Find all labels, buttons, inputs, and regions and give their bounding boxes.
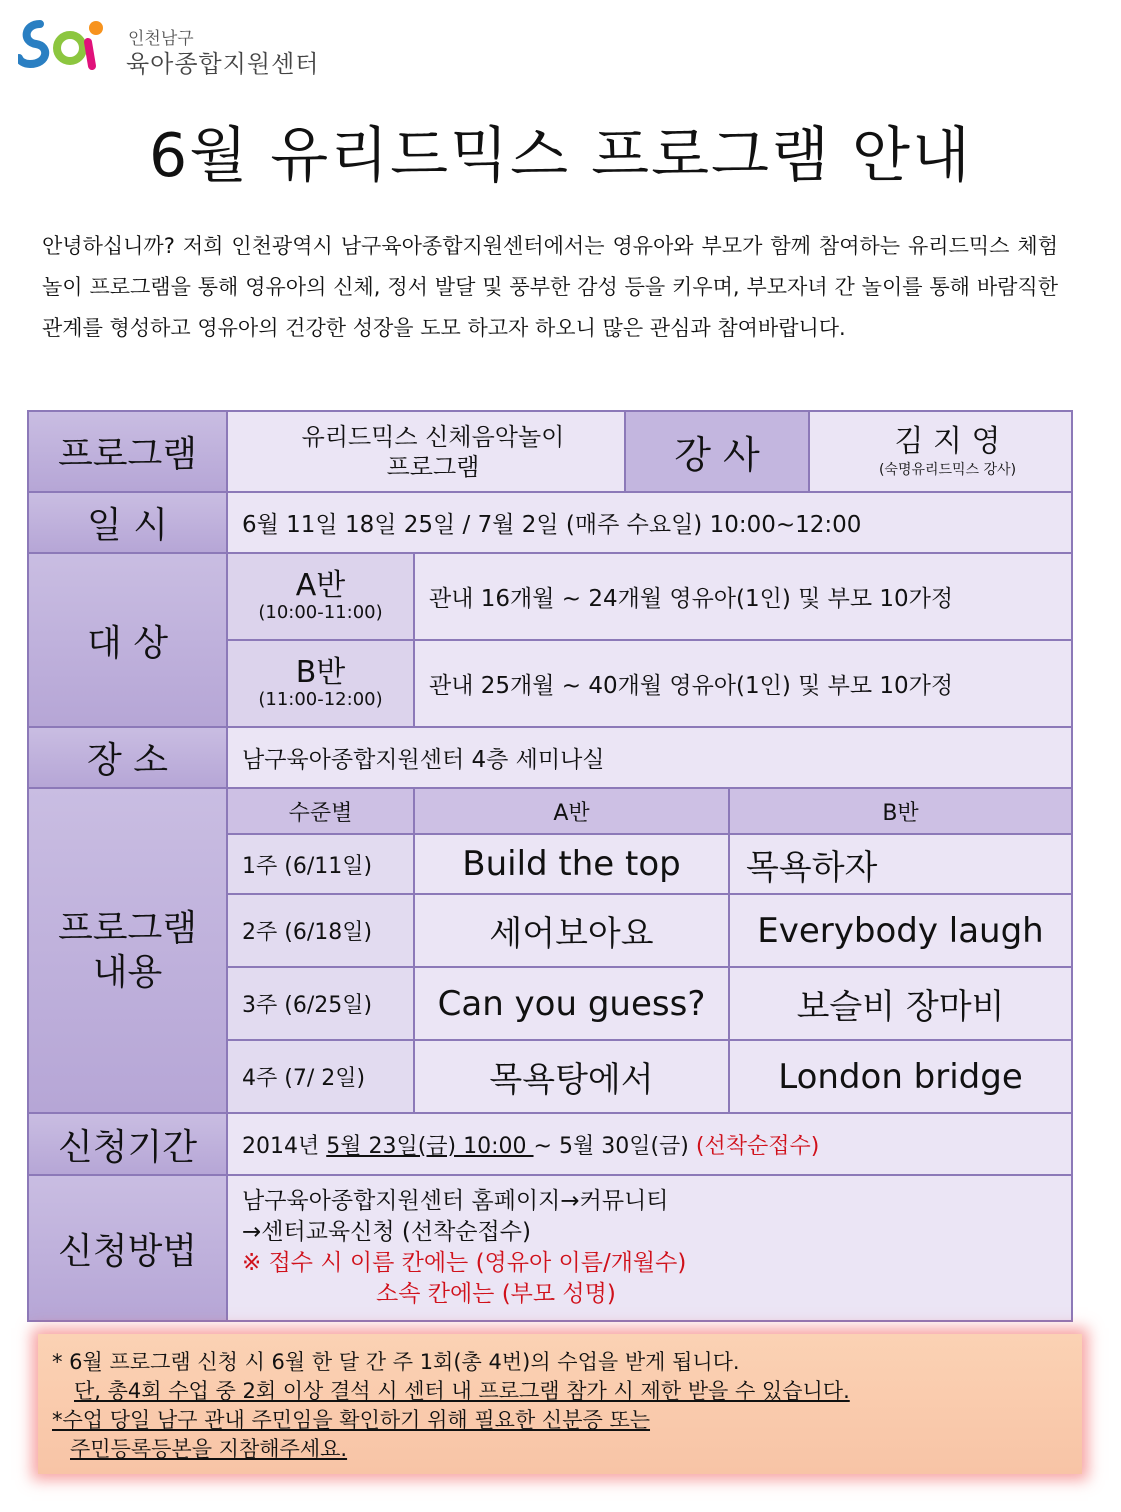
program-name-line1: 유리드믹스 신체음악놀이 [301, 422, 565, 451]
date-value: 6월 11일 18일 25일 / 7월 2일 (매주 수요일) 10:00~12:00 [227, 492, 1072, 553]
method-line4: 소속 칸에는 (부모 성명) [376, 1281, 616, 1307]
logo-subtitle: 인천남구 [128, 29, 194, 49]
class-b-label [227, 640, 414, 727]
method-line2: →센터교육신청 (선착순접수) [242, 1219, 531, 1245]
apply-note: (선착순접수) [695, 1133, 820, 1159]
a-activity: Can you guess? [414, 967, 729, 1040]
b-activity: London bridge [729, 1040, 1072, 1113]
week-cell: 4주 (7/ 2일) [227, 1040, 414, 1113]
week-cell: 1주 (6/11일) [227, 834, 414, 894]
center-logo [18, 14, 338, 78]
notice-line1: * 6월 프로그램 신청 시 6월 한 달 간 주 1회(총 4번)의 수업을 받게 됩니다. [52, 1350, 740, 1374]
apply-period-value [227, 1113, 1072, 1175]
notice-line3: *수업 당일 남구 관내 주민임을 확인하기 위해 필요한 신분증 또는 [52, 1408, 651, 1432]
teacher-cell [809, 411, 1072, 492]
a-activity: 세어보아요 [414, 894, 729, 967]
content-label-line2: 내용 [92, 951, 163, 993]
class-a-target: 관내 16개월 ~ 24개월 영유아(1인) 및 부모 10가정 [414, 553, 1072, 640]
class-b-name: B반 [295, 654, 346, 690]
week-cell: 2주 (6/18일) [227, 894, 414, 967]
page-title: 6월 유리드믹스 프로그램 안내 [149, 121, 972, 191]
notice-box [38, 1334, 1082, 1474]
col-a-header: A반 [414, 788, 729, 834]
apply-method-label: 신청방법 [28, 1175, 227, 1321]
program-name [227, 411, 625, 492]
method-line1: 남구육아종합지원센터 홈페이지→커뮤니티 [242, 1188, 669, 1214]
logo-title: 육아종합지원센터 [126, 50, 320, 78]
class-a-time: (10:00-11:00) [258, 601, 383, 623]
b-activity: Everybody laugh [729, 894, 1072, 967]
b-activity: 보슬비 장마비 [729, 967, 1072, 1040]
class-b-target: 관내 25개월 ~ 40개월 영유아(1인) 및 부모 10가정 [414, 640, 1072, 727]
col-level-header: 수준별 [227, 788, 414, 834]
apply-end: ~ 5월 30일(금) [533, 1133, 696, 1159]
apply-method-value [227, 1175, 1072, 1321]
date-label: 일 시 [28, 492, 227, 553]
notice-line4: 주민등록등본을 지참해주세요. [70, 1437, 348, 1461]
class-b-time: (11:00-12:00) [258, 688, 383, 710]
teacher-name: 김 지 영 [894, 423, 1001, 459]
apply-year: 2014년 [242, 1133, 327, 1159]
notice-line2: 단, 총4회 수업 중 2회 이상 결석 시 센터 내 프로그램 참가 시 제한 받을 수 있습니다. [74, 1379, 850, 1403]
week-cell: 3주 (6/25일) [227, 967, 414, 1040]
content-label-line1: 프로그램 [57, 907, 198, 949]
method-line3: ※ 접수 시 이름 칸에는 (영유아 이름/개월수) [242, 1250, 687, 1276]
apply-start: 5월 23일(금) 10:00 [326, 1133, 534, 1159]
a-activity: Build the top [414, 834, 729, 894]
apply-period-label: 신청기간 [28, 1113, 227, 1175]
program-label: 프로그램 [28, 411, 227, 492]
intro-paragraph: 안녕하십니까? 저희 인천광역시 남구육아종합지원센터에서는 영유아와 부모가 함께 참여하는 유리드믹스 체험놀이 프로그램을 통해 영유아의 신체, 정서 발달 및 풍부한 감성 등을 키우며, 부모자녀 간 놀이를 통해 바람직한 관계를 형성하고 영유아의 건강한 성장을 도모 하고자 하오니 많은 관심과 참여바랍니다. [42, 234, 1058, 340]
content-label [28, 788, 227, 1113]
teacher-title: (숙명유리드믹스 강사) [878, 461, 1017, 478]
teacher-label: 강 사 [625, 411, 809, 492]
class-a-label [227, 553, 414, 640]
place-label: 장 소 [28, 727, 227, 788]
target-label: 대 상 [28, 553, 227, 727]
place-value: 남구육아종합지원센터 4층 세미나실 [227, 727, 1072, 788]
program-name-line2: 프로그램 [386, 452, 480, 481]
program-table [27, 410, 1073, 1322]
b-activity: 목욕하자 [729, 834, 1072, 894]
col-b-header: B반 [729, 788, 1072, 834]
a-activity: 목욕탕에서 [414, 1040, 729, 1113]
sci-logo-icon [18, 14, 108, 72]
class-a-name: A반 [295, 567, 346, 603]
